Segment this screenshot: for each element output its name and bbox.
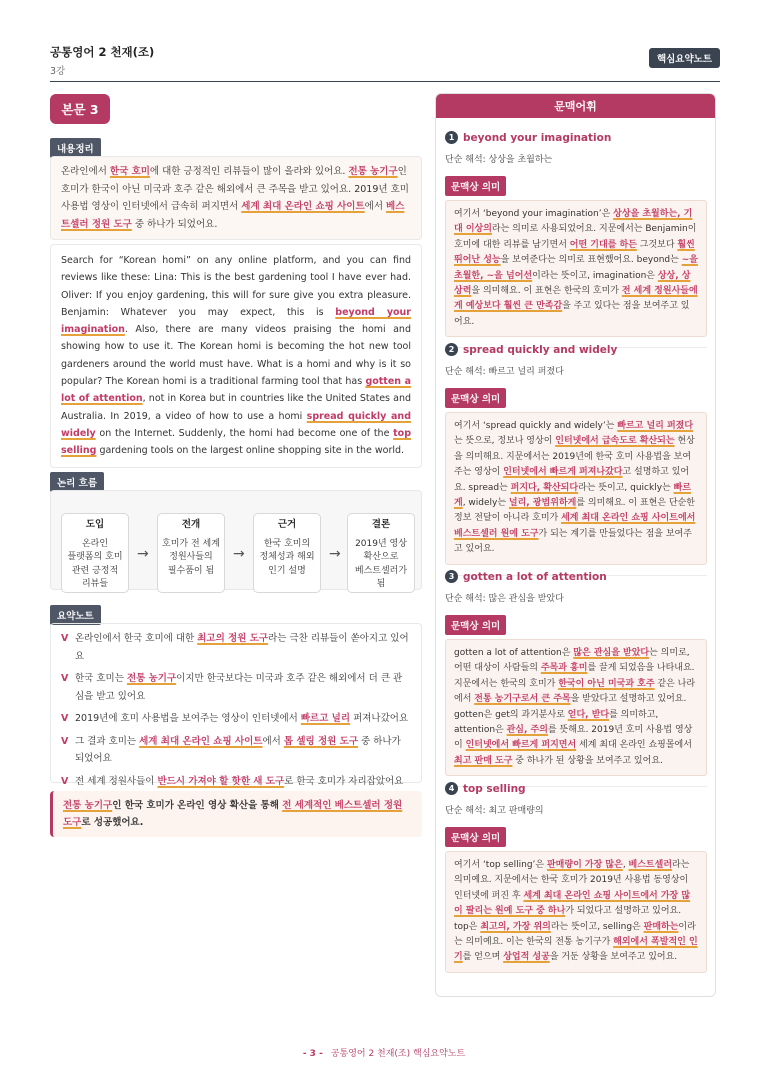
text-run: 을 거둔 상황을 보여주고 있어요. (549, 952, 678, 963)
flow-line: 인기 설명 (268, 565, 306, 576)
highlight-phrase: 반드시 가져야 할 핫한 새 도구 (157, 775, 285, 787)
text-run: gardening tools on the largest online shopping site in the world. (96, 445, 405, 457)
highlight-phrase: 한국 호미 (109, 166, 150, 177)
vocab-item-4 (445, 778, 707, 973)
highlight-phrase: 세계 최대 온라인 쇼핑 사이트에서 베스트셀러 원예 도구 (454, 513, 696, 539)
highlight-phrase: beyond your imagination (61, 306, 411, 336)
highlight-phrase: 인터넷에서 빠르게 퍼져나갔다 (503, 467, 623, 478)
flow-line: 관련 긍정적 (71, 565, 119, 576)
vocab-term: beyond your imagination (463, 131, 612, 144)
text-run: 을 의미해요. 이 표현은 한국의 호미가 (471, 286, 622, 297)
highlight-phrase: 베스트셀러 정원 도구 (61, 201, 405, 230)
highlight-phrase: 세계 최대 온라인 쇼핑 사이트 (139, 735, 263, 747)
vocab-number: 1 (445, 131, 458, 144)
highlight-phrase: 주목과 흥미 (540, 663, 588, 674)
flow-tag: 논리 흐름 (50, 471, 104, 492)
text-run: 을 주고 있다는 점을 보여주고 있어요. (454, 301, 690, 327)
text-run: on the Internet. Suddenly, the homi had become one of the (95, 427, 394, 439)
text-run: 그 결과 호미는 (75, 735, 140, 747)
flow-line: 한국 호미의 (263, 538, 311, 549)
highlight-phrase: 상상을 초월하는, 기대 이상의 (454, 209, 693, 235)
highlight-phrase: 많은 관심을 받았다 (573, 648, 650, 658)
text-run: 라는 의미로 사용되었어요. 지문에서는 Benjamin이 호미에 대한 리뷰를 남기면서 (454, 224, 697, 250)
vocab-term: spread quickly and widely (463, 343, 618, 356)
highlight-phrase: 최고의, 가장 위의 (480, 921, 551, 932)
text-run: , widely는 (462, 498, 509, 509)
text-run: 라는 뜻이고, quickly는 (578, 482, 674, 493)
logic-flow (50, 490, 422, 590)
vocab-panel (435, 93, 716, 997)
check-mark-icon: V (61, 775, 69, 787)
flow-line: 온라인 (81, 538, 109, 549)
text-run: 에서 (262, 735, 284, 747)
highlight-phrase: spread quickly and widely (61, 410, 411, 439)
notes-tag: 요약노트 (50, 604, 101, 625)
highlight-phrase: gotten a lot of attention (61, 376, 411, 405)
flow-step-conclusion: 결론 2019년 영상 확산으로 베스트셀러가 됨 (347, 513, 415, 593)
text-run: 로 한국 호미가 자리잡았어요 (284, 775, 404, 787)
text-run: . Also, there are many videos praising the homi and showing how to use it. The Korean homi is becoming the hot new tool gardeners around the world must have. What is a homi and why is it so popular? The Korean homi is a traditional farming tool that has (61, 324, 411, 388)
vocab-context (445, 639, 707, 776)
vocab-number: 4 (445, 782, 458, 795)
check-mark-icon: V (61, 673, 69, 684)
flow-line: 정원사들의 (169, 552, 213, 562)
book-title: 공통영어 2 천재(조) (50, 45, 155, 59)
text-run: 중 하나가 된 상황을 보여주고 있어요. (512, 755, 663, 766)
highlight-phrase: 인터넷에서 급속도로 확산되는 (555, 436, 675, 447)
text-run: 에 대한 긍정적인 리뷰들이 많이 올라와 있어요. (149, 166, 349, 177)
flow-line: 플랫폼의 호미 (67, 552, 123, 562)
text-run: 가 되었다고 설명하고 있어요. top은 (454, 906, 682, 932)
text-run: 라는 의미예요. 지문에서는 한국 호미가 2019년 사용법 동영상이 인터넷에 퍼진 후 (454, 860, 690, 901)
text-run: 가 되는 계기를 만들었다는 점을 보여주고 있어요. (454, 528, 692, 555)
highlight-phrase: 널리, 광범위하게 (508, 498, 577, 509)
text-run: , (622, 860, 629, 870)
highlight-phrase: top selling (61, 427, 411, 457)
text-run: 를 의미해요. 이 표현은 단순한 정보 전달이 아니라 호미가 (454, 498, 695, 524)
vocab-def: 단순 해석: 빠르고 널리 퍼졌다 (445, 367, 564, 377)
flow-line: 리뷰들 (81, 579, 109, 589)
highlight-phrase: 최고의 정원 도구 (197, 633, 269, 644)
highlight-phrase: 세계 최대 온라인 쇼핑 사이트 (241, 201, 365, 212)
text-run: 여기서 ‘beyond your imagination’은 (454, 209, 614, 219)
vocab-number: 2 (445, 343, 458, 356)
note-item (61, 710, 411, 728)
note-badge: 핵심요약노트 (649, 48, 720, 68)
highlight-phrase: 어떤 기대를 하든 (569, 239, 637, 250)
highlight-phrase: ~을 초월한, ~을 넘어선 (454, 255, 698, 281)
notes-list (61, 630, 411, 790)
text-run: 한국 호미는 (75, 673, 127, 684)
text-run: 같은 나라에서 (454, 678, 696, 705)
text-run: 로 성공했어요. (81, 817, 144, 828)
vocab-term: top selling (463, 782, 526, 795)
conclusion-text (63, 797, 412, 831)
text-run: 온라인에서 한국 호미에 대한 (75, 633, 198, 644)
vocab-title: 문맥어휘 (436, 94, 715, 118)
note-item (61, 773, 411, 791)
context-tag: 문맥상 의미 (445, 615, 506, 635)
text-run: 2019년에 호미 사용법을 보여주는 영상이 인터넷에서 (75, 713, 301, 724)
highlight-phrase: 전 세계 정원사들에게 예상보다 훨씬 큰 만족감 (454, 286, 698, 312)
text-run: gotten a lot of attention은 (454, 648, 574, 658)
text-run: 여기서 ‘top selling’은 (454, 860, 547, 870)
vocab-def: 단순 해석: 상상을 초월하는 (445, 155, 553, 165)
flow-line: 2019년 영상 (355, 538, 407, 549)
arrow-icon: → (233, 546, 245, 562)
text-run: , not in Korea but in countries like the United States and Australia. In 2019, a video of how to use a homi (61, 393, 412, 422)
context-tag: 문맥상 의미 (445, 388, 506, 408)
text-run: 는 의미로, 어떤 대상이 사람들의 (454, 648, 690, 674)
flow-step-evidence: 근거 한국 호미의 정체성과 해외 인기 설명 (253, 513, 321, 593)
summary-text (61, 163, 411, 233)
summary-box (50, 156, 422, 240)
text-run: 온라인에서 (61, 166, 110, 177)
text-run: 를 의미하고, attention은 (454, 709, 659, 736)
page-number: - 3 - (302, 1049, 323, 1059)
highlight-phrase: 전통 농기구 (126, 673, 177, 684)
text-run: 중 하나가 되었어요. (131, 218, 218, 230)
text-run: 를 얻으며 (462, 952, 504, 963)
text-run: 를 끌게 되었음을 나타내요. 지문에서는 한국의 호미가 (454, 663, 695, 689)
context-tag: 문맥상 의미 (445, 827, 506, 847)
check-mark-icon: V (61, 633, 69, 644)
arrow-icon: → (137, 546, 149, 562)
text-run: 라는 극찬 리뷰들이 쏟아지고 있어요 (75, 633, 409, 662)
text-run: 을 받았다고 설명하고 있어요. gotten은 get의 과거분사로 (454, 694, 687, 720)
text-run: 이지만 한국보다는 미국과 호주 같은 해외에서 더 큰 관심을 받고 있어요 (75, 673, 403, 702)
text-run: 이라는 뜻이고, imagination은 (532, 270, 658, 281)
text-run: 에서 (364, 201, 387, 212)
text-run: 중 하나가 되었어요 (75, 735, 401, 764)
text-run: 는 뜻으로, 정보나 영상이 (454, 436, 556, 447)
vocab-term: gotten a lot of attention (463, 570, 607, 583)
flow-line: 정체성과 해외 (259, 552, 315, 562)
text-run: 고 설명하고 있어요. spread는 (454, 467, 690, 493)
highlight-phrase: 상상, 상상력 (454, 270, 691, 297)
text-run: 을 보여준다는 의미로 표현했어요. beyond는 (500, 255, 682, 266)
footer-text: 공통영어 2 천재(조) 핵심요약노트 (330, 1049, 466, 1059)
text-run: 세계 최대 온라인 쇼핑몰에서 (576, 740, 692, 751)
vocab-def: 단순 해석: 최고 판매량의 (445, 806, 544, 816)
summary-notes (50, 623, 422, 787)
highlight-phrase: 전 세계적인 베스트셀러 정원 도구 (63, 800, 403, 828)
vocab-item-3 (445, 566, 707, 787)
highlight-phrase: 관심, 주의 (506, 725, 548, 736)
vocab-context (445, 412, 707, 565)
text-run: 인 한국 호미가 온라인 영상 확산을 통해 (112, 800, 283, 811)
highlight-phrase: 상업적 성공 (503, 952, 550, 963)
text-run: 인 호미가 한국이 아닌 미국과 호주 같은 해외에서 큰 주목을 받고 있어요. 2019년 호미 사용법 영상이 인터넷에서 급속히 퍼지면서 (61, 166, 409, 212)
text-run: 이라는 의미예요. 이는 한국의 전통 농기구가 (454, 921, 696, 948)
vocab-def: 단순 해석: 많은 관심을 받았다 (445, 594, 564, 604)
highlight-phrase: 훨씬 뛰어난 성능 (454, 239, 695, 266)
highlight-phrase: 전통 농기구로서 큰 주목 (474, 694, 571, 705)
check-mark-icon: V (61, 713, 69, 724)
flow-step-intro: 도입 온라인 플랫폼의 호미 관련 긍정적 리뷰들 (61, 513, 129, 593)
highlight-phrase: 톱 셀링 정원 도구 (283, 735, 359, 747)
flow-line: 베스트셀러가 (354, 565, 408, 576)
highlight-phrase: 한국이 아닌 미국과 호주 (558, 678, 655, 689)
text-run: Search for “Korean homi” on any online platform, and you can find reviews like these: Lina: This is the best gardening tool I have ever had. Oliver: If you enjoy gardening, this will for sure give you extra pleasure. Benjamin: Whatever you may expect, this is (61, 255, 411, 318)
highlight-phrase: 전통 농기구 (348, 166, 398, 177)
text-run: 라는 뜻이고, selling은 (550, 921, 644, 932)
flow-step-development: 전개 호미가 전 세계 정원사들의 필수품이 됨 (157, 513, 225, 593)
highlight-phrase: 해외에서 폭발적인 인기 (454, 937, 698, 963)
highlight-phrase: 인터넷에서 빠르게 퍼지면서 (465, 740, 577, 751)
conclusion-box (50, 791, 422, 837)
vocab-item-2 (445, 339, 707, 576)
text-run: 여기서 ‘spread quickly and widely’는 (454, 421, 618, 431)
section-title: 본문 3 (50, 94, 110, 124)
summary-tag: 내용정리 (50, 137, 101, 158)
vocab-number: 3 (445, 570, 458, 583)
vocab-context (445, 200, 707, 337)
text-run: 그것보다 (636, 239, 678, 250)
vocab-item-1 (445, 127, 707, 348)
highlight-phrase: 빠르고 널리 퍼졌다 (617, 421, 694, 431)
lesson-label: 3강 (50, 66, 66, 77)
note-item (61, 670, 411, 705)
highlight-phrase: 얻다, 받다 (567, 709, 610, 720)
highlight-phrase: 최고 판매 도구 (454, 755, 513, 766)
context-tag: 문맥상 의미 (445, 176, 506, 196)
flow-line: 호미가 전 세계 (162, 538, 220, 549)
flow-line: 필수품이 됨 (167, 565, 215, 576)
highlight-phrase: 판매하는 (643, 921, 679, 932)
note-item (61, 630, 411, 665)
text-run: 현상을 의미해요. 지문에서는 2019년에 한국 호미 사용법을 보여주는 영상이 (454, 436, 695, 478)
page-footer (0, 1046, 768, 1059)
check-mark-icon: V (61, 735, 69, 747)
highlight-phrase: 베스트셀러 (628, 860, 673, 870)
passage-box (50, 244, 422, 468)
text-run: 전 세계 정원사들이 (75, 775, 158, 787)
highlight-phrase: 전통 농기구 (63, 800, 113, 811)
highlight-phrase: 빠르고 널리 (300, 713, 351, 724)
highlight-phrase: 세계 최대 온라인 쇼핑 사이트에서 가장 많이 팔리는 원예 도구 중 하나 (454, 890, 691, 917)
vocab-context (445, 851, 707, 973)
highlight-phrase: 빠르게 (454, 482, 691, 509)
passage-text (61, 252, 411, 460)
note-item (61, 733, 411, 768)
flow-line: 됨 (376, 579, 386, 589)
arrow-icon: → (329, 546, 341, 562)
text-run: 를 뜻해요. 2019년 호미 사용법 영상이 (454, 725, 693, 751)
page-header (50, 44, 720, 82)
flow-line: 확산으로 (363, 552, 399, 562)
highlight-phrase: 판매량이 가장 많은 (546, 860, 623, 870)
text-run: 퍼져나갔어요 (350, 713, 409, 724)
highlight-phrase: 퍼지다, 확산되다 (510, 482, 579, 493)
